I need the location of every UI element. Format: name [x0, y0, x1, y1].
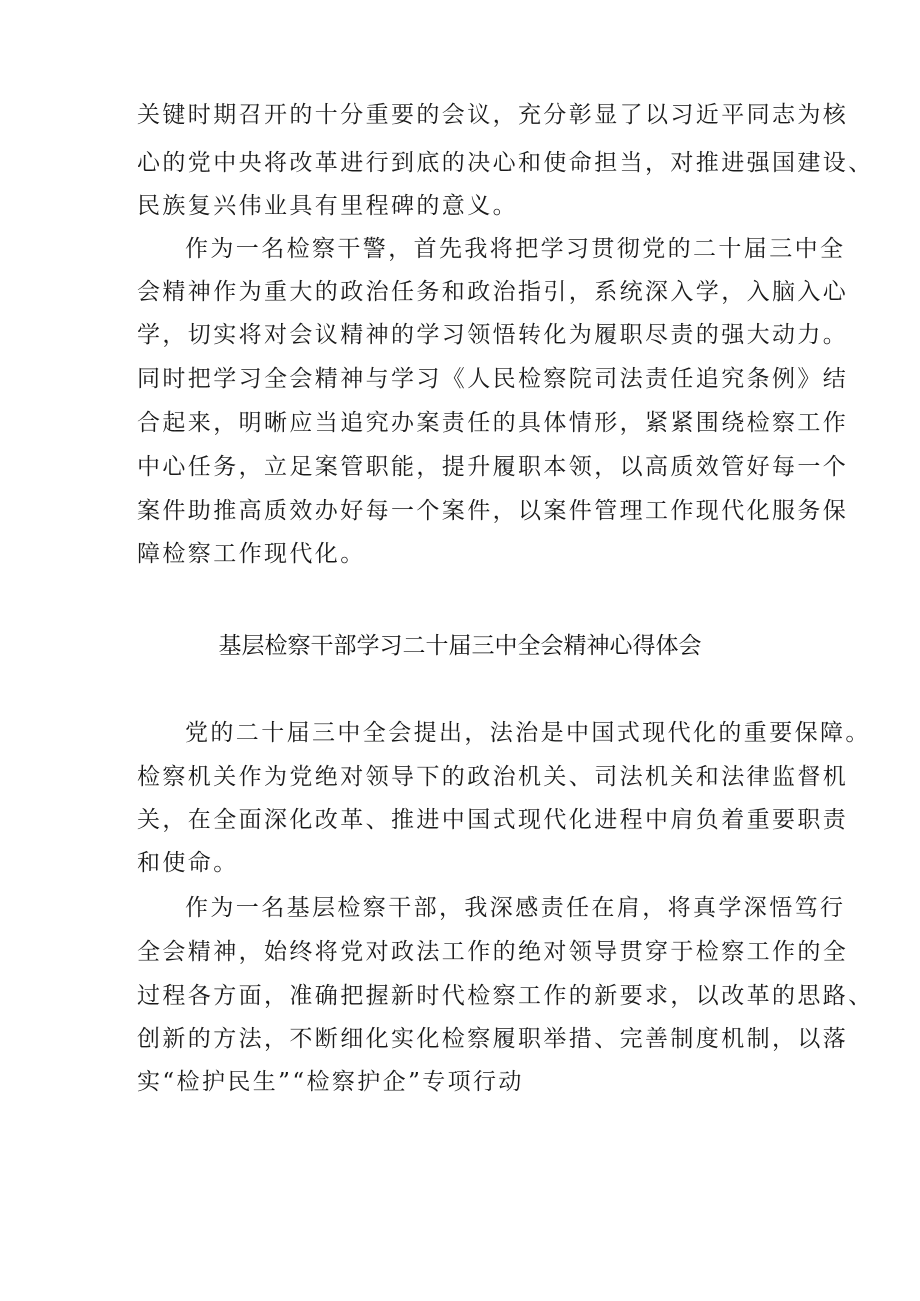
paragraph-line: 中心任务，立足案管职能，提升履职本领，以高质效管好每一个 — [137, 454, 849, 480]
paragraph-line: 会精神作为重大的政治任务和政治指引，系统深入学，入脑入心 — [137, 279, 849, 305]
paragraph-line: 同时把学习全会精神与学习《人民检察院司法责任追究条例》结 — [137, 366, 849, 392]
paragraph-line: 作为一名基层检察干部，我深感责任在肩，将真学深悟笃行 — [185, 895, 846, 921]
paragraph-line: 和使命。 — [137, 850, 239, 876]
paragraph-line: 关，在全面深化改革、推进中国式现代化进程中肩负着重要职责 — [137, 807, 849, 833]
section-heading: 基层检察干部学习二十届三中全会精神心得体会 — [218, 633, 702, 659]
paragraph-line: 创新的方法，不断细化实化检察履职举措、完善制度机制，以落 — [137, 1026, 849, 1052]
paragraph-line: 党的二十届三中全会提出，法治是中国式现代化的重要保障。 — [185, 720, 871, 746]
paragraph-line: 全会精神，始终将党对政法工作的绝对领导贯穿于检察工作的全 — [137, 939, 849, 965]
paragraph-line: 障检察工作现代化。 — [137, 541, 366, 567]
paragraph-line: 作为一名检察干警，首先我将把学习贯彻党的二十届三中全 — [185, 236, 846, 262]
paragraph-line: 合起来，明晰应当追究办案责任的具体情形，紧紧围绕检察工作 — [137, 410, 849, 436]
paragraph-line: 关键时期召开的十分重要的会议，充分彰显了以习近平同志为核 — [137, 102, 849, 128]
paragraph-line: 检察机关作为党绝对领导下的政治机关、司法机关和法律监督机 — [137, 764, 849, 790]
paragraph-line: 实“检护民生”“检察护企”专项行动 — [137, 1069, 524, 1095]
paragraph-line: 学，切实将对会议精神的学习领悟转化为履职尽责的强大动力。 — [137, 322, 849, 348]
paragraph-line: 心的党中央将改革进行到底的决心和使命担当，对推进强国建设、 — [137, 150, 874, 176]
paragraph-line: 过程各方面，准确把握新时代检察工作的新要求，以改革的思路、 — [137, 983, 874, 1009]
paragraph-line: 案件助推高质效办好每一个案件，以案件管理工作现代化服务保 — [137, 498, 849, 524]
paragraph-line: 民族复兴伟业具有里程碑的意义。 — [137, 193, 518, 219]
